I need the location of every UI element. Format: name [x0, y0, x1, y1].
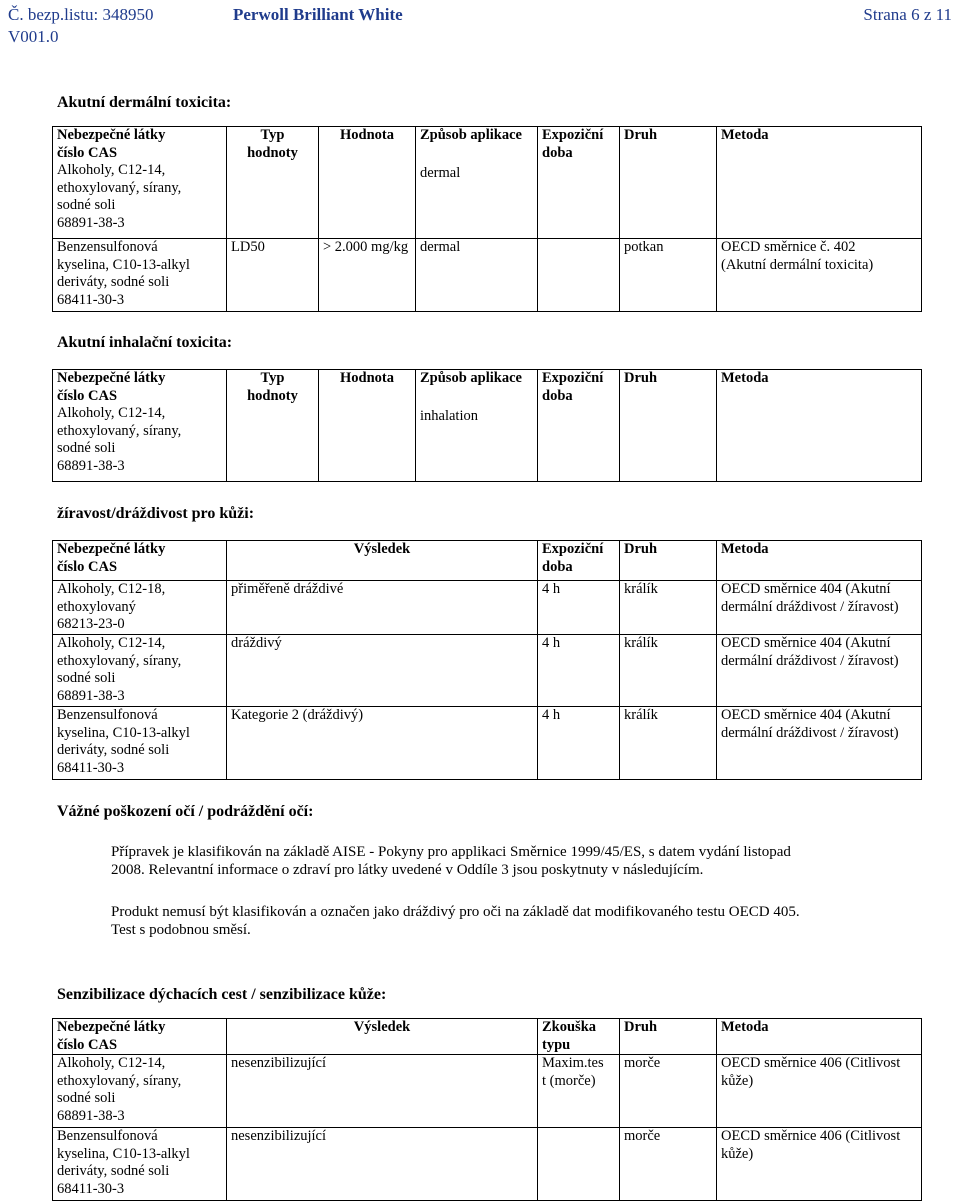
dermal-table [52, 126, 922, 312]
test-header: Zkouška typu [538, 1019, 620, 1055]
table-row [53, 541, 922, 581]
substance-cell: Alkoholy, C12-18, ethoxylovaný 68213-23-0 [53, 581, 227, 635]
section-title-skin: žíravost/dráždivost pro kůži: [57, 505, 255, 522]
species-cell: potkan [620, 239, 717, 312]
species-cell: morče [620, 1055, 717, 1128]
sensitization-table [52, 1018, 922, 1201]
table-row [53, 1019, 922, 1055]
inhalation-table [52, 369, 922, 482]
table-row [53, 1055, 922, 1128]
sheet-number: Č. bezp.listu: 348950 [8, 5, 154, 24]
method-cell: OECD směrnice č. 402 (Akutní dermální toxicita) [717, 239, 922, 312]
type-header: Typ hodnoty [227, 370, 319, 482]
method-cell: OECD směrnice 404 (Akutní dermální dráždivost / žíravost) [717, 581, 922, 635]
type-cell: LD50 [227, 239, 319, 312]
method-header: Metoda [717, 1019, 922, 1055]
method-cell: OECD směrnice 406 (Citlivost kůže) [717, 1128, 922, 1201]
result-header: Výsledek [227, 1019, 538, 1055]
species-header: Druh [620, 1019, 717, 1055]
result-cell: nesenzibilizující [227, 1055, 538, 1128]
result-header: Výsledek [227, 541, 538, 581]
time-cell [538, 239, 620, 312]
substance-header: Nebezpečné látky číslo CAS [53, 541, 227, 581]
table-row [53, 239, 922, 312]
eye-paragraph-2: Produkt nemusí být klasifikován a označen jako dráždivý pro oči na základě dat modifikovaného testu OECD 405. Test s podobnou směsí. [111, 904, 800, 938]
table-row [53, 635, 922, 707]
method-cell: OECD směrnice 406 (Citlivost kůže) [717, 1055, 922, 1128]
species-cell: králík [620, 707, 717, 780]
section-title-inhalation: Akutní inhalační toxicita: [57, 334, 233, 351]
method-header: Metoda [717, 541, 922, 581]
substance-cell: Nebezpečné látky číslo CAS Alkoholy, C12-14, ethoxylovaný, sírany, sodné soli 68891-38-3 [53, 370, 227, 482]
skin-table [52, 540, 922, 780]
result-cell: přiměřeně dráždivé [227, 581, 538, 635]
substance-cell: Nebezpečné látky číslo CAS Alkoholy, C12-14, ethoxylovaný, sírany, sodné soli 68891-38-3 [53, 127, 227, 239]
route-cell: Způsob aplikace dermal [416, 127, 538, 239]
test-cell [538, 1128, 620, 1201]
substance-cell: Alkoholy, C12-14, ethoxylovaný, sírany, sodné soli 68891-38-3 [53, 1055, 227, 1128]
eye-paragraph-1: Přípravek je klasifikován na základě AISE - Pokyny pro applikaci Směrnice 1999/45/ES, s datem vydání listopad 2008. Relevantní informace o zdraví pro látky uvedené v Oddíle 3 jsou poskytnuty v následujícím. [111, 844, 791, 878]
table-row [53, 581, 922, 635]
sheet-info [8, 4, 198, 48]
table-row [53, 127, 922, 239]
section-title-dermal: Akutní dermální toxicita: [57, 94, 232, 111]
species-header: Druh [620, 370, 717, 482]
method-header: Metoda [717, 127, 922, 239]
value-header: Hodnota [319, 127, 416, 239]
type-header: Typ hodnoty [227, 127, 319, 239]
substance-cell: Alkoholy, C12-14, ethoxylovaný, sírany, sodné soli 68891-38-3 [53, 635, 227, 707]
method-cell: OECD směrnice 404 (Akutní dermální dráždivost / žíravost) [717, 635, 922, 707]
time-header: Expoziční doba [538, 541, 620, 581]
substance-header: Nebezpečné látky číslo CAS [53, 1019, 227, 1055]
species-cell: králík [620, 635, 717, 707]
species-cell: králík [620, 581, 717, 635]
time-cell: 4 h [538, 581, 620, 635]
result-cell: nesenzibilizující [227, 1128, 538, 1201]
value-cell: > 2.000 mg/kg [319, 239, 416, 312]
table-row [53, 1128, 922, 1201]
section-title-sensitization: Senzibilizace dýchacích cest / senzibilizace kůže: [57, 986, 387, 1003]
section-title-eye: Vážné poškození očí / podráždění očí: [57, 803, 314, 820]
result-cell: Kategorie 2 (dráždivý) [227, 707, 538, 780]
time-header: Expoziční doba [538, 127, 620, 239]
route-cell: Způsob aplikace inhalation [416, 370, 538, 482]
time-cell: 4 h [538, 707, 620, 780]
species-header: Druh [620, 541, 717, 581]
result-cell: dráždivý [227, 635, 538, 707]
method-header: Metoda [717, 370, 922, 482]
page-number: Strana 6 z 11 [863, 5, 952, 24]
version: V001.0 [8, 27, 59, 46]
substance-cell: Benzensulfonová kyselina, C10-13-alkyl deriváty, sodné soli 68411-30-3 [53, 239, 227, 312]
value-header: Hodnota [319, 370, 416, 482]
product-name: Perwoll Brilliant White [233, 5, 403, 24]
species-cell: morče [620, 1128, 717, 1201]
table-row [53, 370, 922, 482]
substance-cell: Benzensulfonová kyselina, C10-13-alkyl deriváty, sodné soli 68411-30-3 [53, 1128, 227, 1201]
time-header: Expoziční doba [538, 370, 620, 482]
substance-cell: Benzensulfonová kyselina, C10-13-alkyl deriváty, sodné soli 68411-30-3 [53, 707, 227, 780]
test-cell: Maxim.tes t (morče) [538, 1055, 620, 1128]
route-cell: dermal [416, 239, 538, 312]
time-cell: 4 h [538, 635, 620, 707]
page-header [8, 4, 952, 48]
method-cell: OECD směrnice 404 (Akutní dermální dráždivost / žíravost) [717, 707, 922, 780]
species-header: Druh [620, 127, 717, 239]
table-row [53, 707, 922, 780]
